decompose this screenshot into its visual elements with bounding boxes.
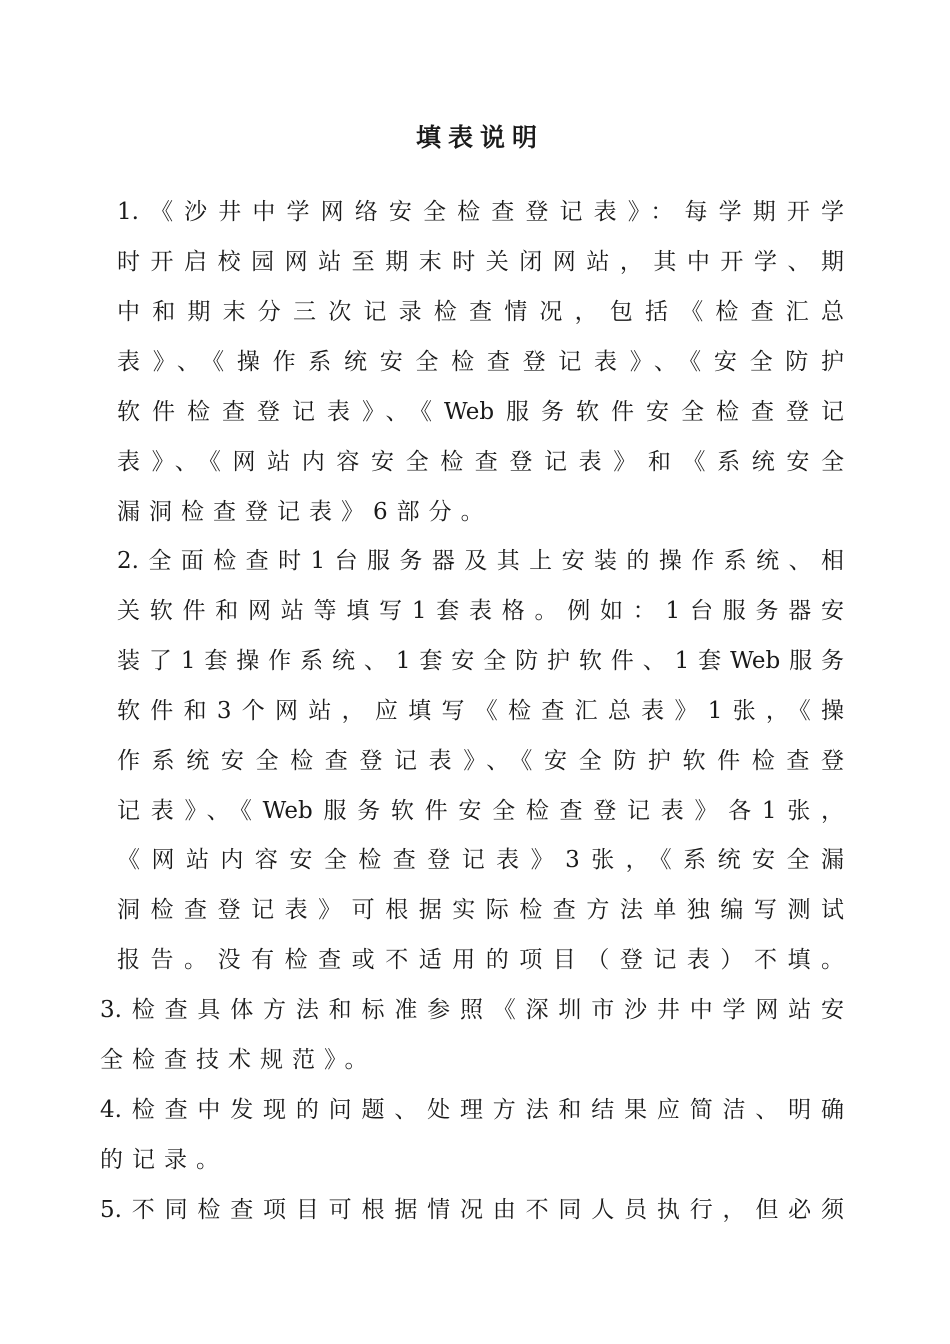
page-title: 填表说明 [415, 123, 544, 152]
text-line: 报告。没有检查或不适用的项目（登记表）不填。 [117, 947, 844, 973]
text-line: 1.《沙井中学网络安全检查登记表》：每学期开学 [117, 199, 844, 225]
text-line: 作系统安全检查登记表》、《安全防护软件检查登 [117, 748, 844, 774]
text-line: 软件检查登记表》、《Web服务软件安全检查登记 [117, 399, 844, 425]
text-line: 时开启校园网站至期末时关闭网站，其中开学、期 [117, 249, 844, 275]
text-line: 中和期末分三次记录检查情况，包括《检查汇总 [117, 299, 844, 325]
text-line: 4.检查中发现的问题、处理方法和结果应简洁、明确 [100, 1097, 844, 1123]
text-line: 关软件和网站等填写1套表格。例如：1台服务器安 [117, 598, 844, 624]
text-line: 表》、《操作系统安全检查登记表》、《安全防护 [117, 349, 844, 375]
text-line: 记表》、《Web服务软件安全检查登记表》各1张， [117, 798, 844, 824]
text-line: 2.全面检查时1台服务器及其上安装的操作系统、相 [117, 548, 844, 574]
text-line: 全检查技术规范》。 [100, 1047, 377, 1073]
text-line: 表》、《网站内容安全检查登记表》和《系统安全 [117, 449, 844, 475]
text-line: 装了1套操作系统、1套安全防护软件、1套Web服务 [117, 648, 844, 674]
text-line: 5.不同检查项目可根据情况由不同人员执行，但必须 [100, 1197, 844, 1223]
text-line: 《网站内容安全检查登记表》3张，《系统安全漏 [117, 847, 844, 873]
text-line: 洞检查登记表》可根据实际检查方法单独编写测试 [117, 897, 844, 923]
text-line: 3.检查具体方法和标准参照《深圳市沙井中学网站安 [100, 997, 844, 1023]
text-line: 软件和3个网站，应填写《检查汇总表》1张，《操 [117, 698, 844, 724]
text-line: 的记录。 [100, 1147, 228, 1173]
text-line: 漏洞检查登记表》6部分。 [117, 499, 493, 525]
